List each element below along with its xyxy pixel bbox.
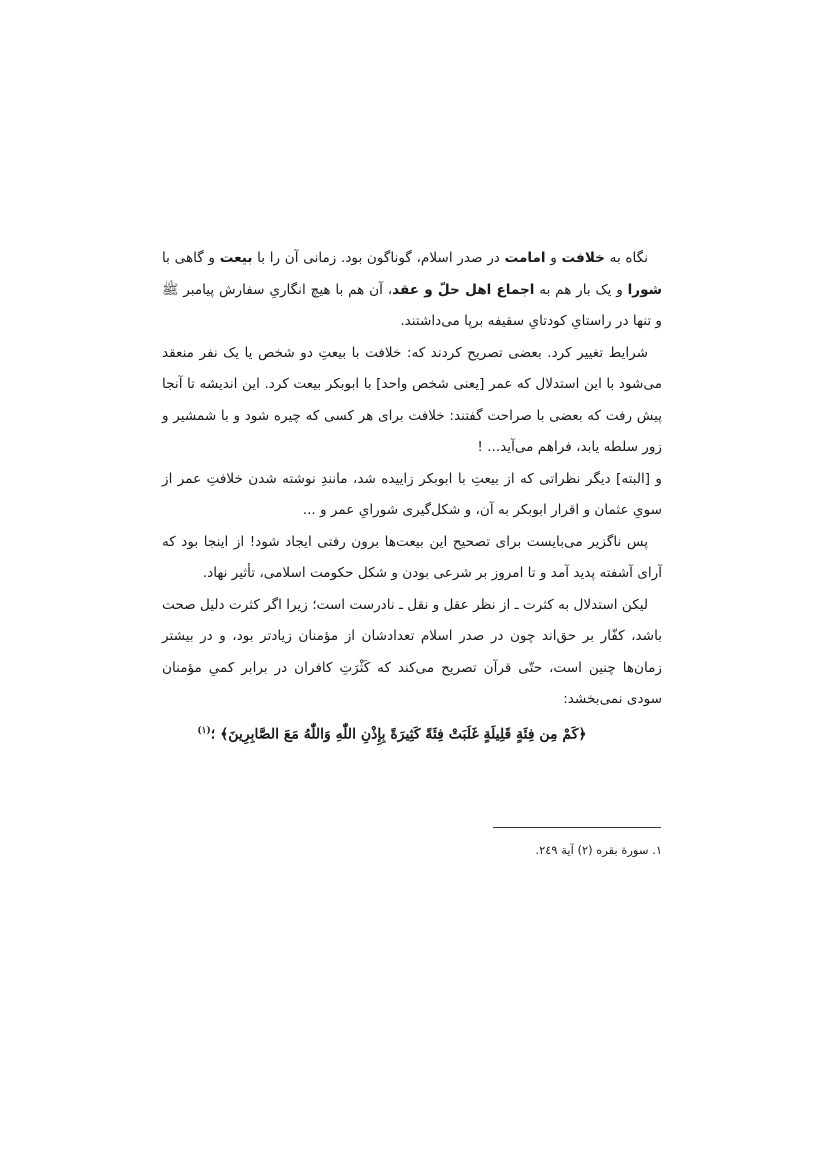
paragraph-1 [162,243,662,338]
text-run: و گاهی با [162,250,220,266]
text-run: در صدر اسلام، گوناگون بود. زمانی آن را با [252,250,505,266]
verse-text: ﴿كَمْ مِن فِئَةٍ قَلِيلَةٍ غَلَبَتْ فِئَةً كَثِيرَةً بِإِذْنِ اللّٰهِ وَاللّٰهُ مَعَ الصَّابِرِينَ﴾ [220,726,587,743]
text-run: و یک بار هم به [534,281,628,298]
bold-term-bayat: بیعت [219,250,253,266]
bold-term-imamat: امامت [504,250,546,266]
text-run: ، آن هم با هیچ انگاریِ سفارش پیامبر ﷺ و تنها در راستایِ کودتایِ سقیفه برپا می‌داشتند. [162,281,662,329]
text-run: نگاه به [604,250,648,266]
verse-punctuation: ؛ [210,726,216,743]
bold-term-ijma: اجماع اهل حلّ و عقد [392,281,535,298]
paragraph-4: پس ناگزیر می‌بایست برای تصحیح این بیعت‌ها برون رفتی ایجاد شود! از اینجا بود که آرای آشفته پدید آمد و تا امروز بر شرعی بودن و شکل حکومت اسلامی، تأثیر نهاد. [162,533,662,581]
paragraph-3: و [البته] دیگر نظراتی که از بیعتِ با ابوبکر زاییده شد، مانندِ نوشته شدن خلافتِ عمر از سویِ عثمان و اقرار ابوبکر به آن، و شکل‌گیری شورایِ عمر و ... [162,470,662,518]
bold-term-khilafat: خلافت [561,250,605,266]
footnote: ١. سورة بقره (٢) آیة ٢٤٩. [535,843,662,857]
footnote-divider [493,827,661,828]
paragraph-2: شرایط تغییر کرد. بعضی تصریح کردند که: خلافت با بیعتِ دو شخص یا یک نفر منعقد می‌شود با این استدلال که عمر [یعنی شخص واحد] با ابوبکر بیعت کرد. این اندیشه تا آنجا پیش رفت که بعضی با صراحت گفتند: خلافت برای هر کسی که چیره شود و با شمشیر و زور سلطه یابد، فراهم می‌آید... ! [162,344,662,455]
paragraph-5: لیکن استدلال به کثرت ـ از نظر عقل و نقل ـ نادرست است؛ زیرا اگر کثرت دلیل صحت باشد، کفّار بر حق‌اند چون در صدر اسلام تعدادشان از مؤمنان زیادتر بود، و در بیشتر زمان‌ها چنین است، حتّی قرآن تصریح می‌کند که کَثْرَتِ کافران در برابر کمیِ مؤمنان سودی نمی‌بخشد: [162,596,662,707]
bold-term-shura: شورا [627,281,662,298]
quran-verse [162,716,662,750]
footnote-reference: (١) [197,725,211,736]
main-text [162,243,662,749]
text-run: و [545,250,562,266]
